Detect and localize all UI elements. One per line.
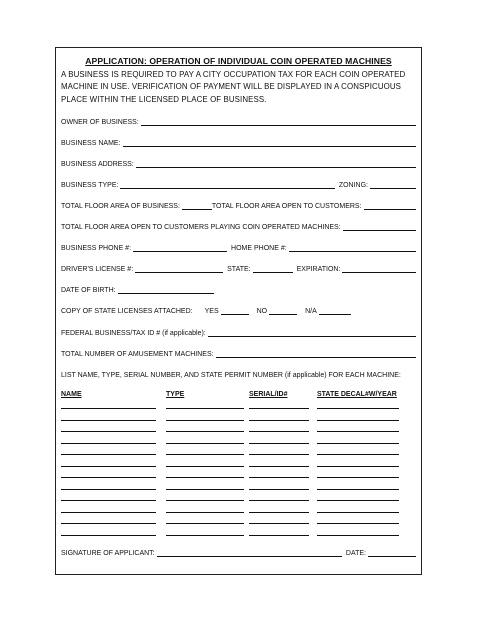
floor-area-machines-field[interactable] bbox=[343, 223, 416, 231]
table-cell-line[interactable] bbox=[249, 443, 309, 444]
table-cell-line[interactable] bbox=[61, 523, 156, 524]
list-instruction-row bbox=[61, 369, 416, 379]
dob-row bbox=[61, 284, 416, 294]
phone-row bbox=[61, 242, 416, 252]
table-cell-line[interactable] bbox=[166, 454, 244, 455]
table-cell-line[interactable] bbox=[61, 408, 156, 409]
drivers-license-label: DRIVER'S LICENSE #: bbox=[61, 266, 134, 273]
na-field[interactable] bbox=[319, 307, 351, 315]
column-type-header: TYPE bbox=[166, 391, 185, 398]
drivers-license-field[interactable] bbox=[135, 265, 223, 273]
expiration-field[interactable] bbox=[342, 265, 416, 273]
table-cell-line[interactable] bbox=[317, 523, 399, 524]
owner-label: OWNER OF BUSINESS: bbox=[61, 119, 139, 126]
expiration-label: EXPIRATION: bbox=[296, 266, 341, 273]
table-cell-line[interactable] bbox=[166, 443, 244, 444]
table-cell-line[interactable] bbox=[249, 523, 309, 524]
table-cell-line[interactable] bbox=[249, 535, 309, 536]
dob-label: DATE OF BIRTH: bbox=[61, 287, 116, 294]
owner-row bbox=[61, 116, 416, 126]
list-instruction: LIST NAME, TYPE, SERIAL NUMBER, AND STATE PERMIT NUMBER (if applicable) FOR EACH MACHINE: bbox=[61, 372, 401, 379]
table-cell-line[interactable] bbox=[317, 512, 399, 513]
signature-row bbox=[61, 547, 416, 557]
table-cell-line[interactable] bbox=[61, 443, 156, 444]
table-cell-line[interactable] bbox=[317, 489, 399, 490]
table-cell-line[interactable] bbox=[166, 477, 244, 478]
table-cell-line[interactable] bbox=[249, 408, 309, 409]
business-name-field[interactable] bbox=[123, 139, 416, 147]
table-cell-line[interactable] bbox=[61, 512, 156, 513]
form-intro: A BUSINESS IS REQUIRED TO PAY A CITY OCCUPATION TAX FOR EACH COIN OPERATED MACHINE IN USE. VERIFICATION OF PAYMENT WILL BE DISPLAYED IN A CONSPICUOUS PLACE WITHIN THE LICENSED PLACE OF BUSINESS. bbox=[61, 70, 406, 104]
business-type-row bbox=[61, 179, 416, 189]
floor-area-label: TOTAL FLOOR AREA OF BUSINESS: bbox=[61, 203, 180, 210]
column-decal-header: STATE DECAL#W/YEAR bbox=[317, 391, 397, 398]
federal-id-label: FEDERAL BUSINESS/TAX ID # (if applicable): bbox=[61, 330, 206, 337]
no-field[interactable] bbox=[269, 307, 297, 315]
table-cell-line[interactable] bbox=[61, 535, 156, 536]
floor-area-open-field[interactable] bbox=[364, 202, 416, 210]
application-form bbox=[55, 47, 422, 575]
date-label: DATE: bbox=[345, 550, 366, 557]
federal-id-row bbox=[61, 327, 416, 337]
table-cell-line[interactable] bbox=[166, 431, 244, 432]
federal-id-field[interactable] bbox=[208, 329, 416, 337]
column-serial-header: SERIAL/ID# bbox=[249, 391, 288, 398]
table-cell-line[interactable] bbox=[166, 512, 244, 513]
table-cell-line[interactable] bbox=[166, 500, 244, 501]
table-cell-line[interactable] bbox=[317, 500, 399, 501]
total-machines-field[interactable] bbox=[216, 350, 416, 358]
table-cell-line[interactable] bbox=[249, 489, 309, 490]
business-type-field[interactable] bbox=[120, 181, 334, 189]
table-cell-line[interactable] bbox=[61, 489, 156, 490]
table-cell-line[interactable] bbox=[61, 431, 156, 432]
column-name-header: NAME bbox=[61, 391, 82, 398]
table-cell-line[interactable] bbox=[249, 431, 309, 432]
table-cell-line[interactable] bbox=[166, 466, 244, 467]
table-cell-line[interactable] bbox=[249, 420, 309, 421]
state-label: STATE: bbox=[227, 266, 251, 273]
owner-field[interactable] bbox=[141, 118, 416, 126]
table-cell-line[interactable] bbox=[317, 454, 399, 455]
table-cell-line[interactable] bbox=[317, 420, 399, 421]
total-machines-label: TOTAL NUMBER OF AMUSEMENT MACHINES: bbox=[61, 351, 214, 358]
table-cell-line[interactable] bbox=[317, 408, 399, 409]
business-address-label: BUSINESS ADDRESS: bbox=[61, 161, 134, 168]
na-label: N/A bbox=[305, 308, 317, 315]
state-licenses-row bbox=[61, 305, 416, 315]
business-type-label: BUSINESS TYPE: bbox=[61, 182, 119, 189]
table-cell-line[interactable] bbox=[166, 420, 244, 421]
yes-label: YES bbox=[204, 308, 219, 315]
table-cell-line[interactable] bbox=[317, 431, 399, 432]
table-cell-line[interactable] bbox=[249, 512, 309, 513]
table-cell-line[interactable] bbox=[317, 466, 399, 467]
table-cell-line[interactable] bbox=[317, 443, 399, 444]
table-cell-line[interactable] bbox=[61, 466, 156, 467]
floor-area-open-label: TOTAL FLOOR AREA OPEN TO CUSTOMERS: bbox=[211, 203, 362, 210]
business-address-row bbox=[61, 158, 416, 168]
floor-area-machines-label: TOTAL FLOOR AREA OPEN TO CUSTOMERS PLAYING COIN OPERATED MACHINES: bbox=[61, 224, 341, 231]
business-phone-label: BUSINESS PHONE #: bbox=[61, 245, 132, 252]
table-cell-line[interactable] bbox=[249, 454, 309, 455]
signature-label: SIGNATURE OF APPLICANT: bbox=[61, 550, 155, 557]
home-phone-field[interactable] bbox=[289, 244, 416, 252]
business-address-field[interactable] bbox=[136, 160, 416, 168]
license-row bbox=[61, 263, 416, 273]
state-field[interactable] bbox=[253, 265, 293, 273]
table-cell-line[interactable] bbox=[166, 535, 244, 536]
table-cell-line[interactable] bbox=[166, 408, 244, 409]
home-phone-label: HOME PHONE #: bbox=[231, 245, 287, 252]
dob-field[interactable] bbox=[118, 286, 214, 294]
table-cell-line[interactable] bbox=[61, 454, 156, 455]
table-cell-line[interactable] bbox=[166, 489, 244, 490]
table-cell-line[interactable] bbox=[249, 466, 309, 467]
table-cell-line[interactable] bbox=[317, 477, 399, 478]
floor-area-machines-row bbox=[61, 221, 416, 231]
business-phone-field[interactable] bbox=[133, 244, 227, 252]
form-title: APPLICATION: OPERATION OF INDIVIDUAL COIN OPERATED MACHINES bbox=[85, 56, 392, 66]
yes-field[interactable] bbox=[221, 307, 249, 315]
zoning-field[interactable] bbox=[370, 181, 416, 189]
table-cell-line[interactable] bbox=[249, 500, 309, 501]
business-name-row bbox=[61, 137, 416, 147]
total-machines-row bbox=[61, 348, 416, 358]
table-cell-line[interactable] bbox=[61, 477, 156, 478]
signature-field[interactable] bbox=[157, 549, 342, 557]
table-cell-line[interactable] bbox=[61, 500, 156, 501]
no-label: NO bbox=[256, 308, 268, 315]
state-licenses-label: COPY OF STATE LICENSES ATTACHED: bbox=[61, 308, 193, 315]
date-field[interactable] bbox=[368, 549, 416, 557]
floor-area-field[interactable] bbox=[182, 202, 212, 210]
floor-area-row bbox=[61, 200, 416, 210]
table-cell-line[interactable] bbox=[317, 535, 399, 536]
table-cell-line[interactable] bbox=[166, 523, 244, 524]
zoning-label: ZONING: bbox=[338, 182, 368, 189]
business-name-label: BUSINESS NAME: bbox=[61, 140, 121, 147]
table-cell-line[interactable] bbox=[249, 477, 309, 478]
table-cell-line[interactable] bbox=[61, 420, 156, 421]
